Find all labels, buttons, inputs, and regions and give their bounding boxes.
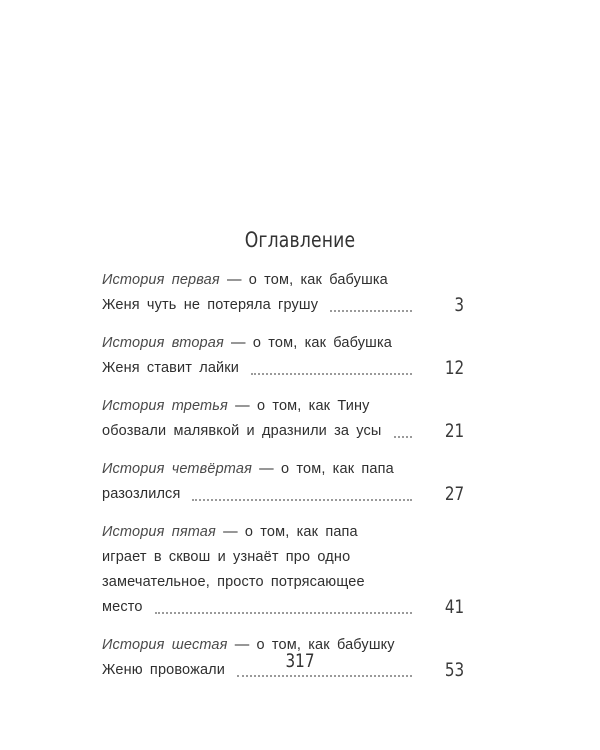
toc-entry-line	[102, 457, 464, 482]
toc-entry-line	[102, 482, 412, 507]
toc-entry-line: играет в сквош и узнаёт про одно	[102, 549, 351, 565]
page-ref: 21	[444, 420, 464, 442]
toc-entry-3	[102, 394, 464, 444]
page-number: 317	[285, 650, 315, 672]
story-description: — о том, как папа	[215, 524, 358, 540]
story-description-end: место	[102, 599, 143, 615]
story-description: — о том, как бабушку	[227, 637, 395, 653]
story-description-end: Женя ставит лайки	[102, 360, 240, 376]
toc-entry-line	[102, 356, 412, 381]
story-description-end: Женю провожали	[102, 662, 226, 678]
toc-entry-line	[102, 394, 464, 419]
dot-leader	[330, 310, 412, 312]
page-ref: 53	[444, 659, 464, 681]
toc-entry-line	[102, 268, 464, 293]
page-ref: 41	[444, 596, 464, 618]
page-ref: 27	[444, 483, 464, 505]
page-ref: 12	[444, 357, 464, 379]
story-description-end: Женя чуть не потеряла грушу	[102, 297, 319, 313]
story-description-end: разозлился	[102, 486, 181, 502]
toc-entry-line	[102, 331, 464, 356]
toc-heading: Оглавление	[244, 228, 356, 252]
toc-entry-2	[102, 331, 464, 381]
dot-leader	[394, 436, 412, 438]
story-title: История шестая	[102, 637, 228, 653]
toc-entry-1	[102, 268, 464, 318]
toc-entry-line	[102, 520, 464, 545]
story-title: История первая	[102, 272, 220, 288]
story-description: — о том, как бабушка	[223, 335, 392, 351]
dot-leader	[155, 612, 412, 614]
story-title: История третья	[102, 398, 228, 414]
story-title: История четвёртая	[102, 461, 252, 477]
toc-entry-4	[102, 457, 464, 507]
story-description: — о том, как папа	[251, 461, 394, 477]
toc-entry-line: замечательное, просто потрясающее	[102, 574, 365, 590]
story-description: — о том, как Тину	[227, 398, 370, 414]
toc-list	[102, 268, 464, 696]
dot-leader	[192, 499, 412, 501]
toc-entry-line	[102, 419, 412, 444]
page-ref: 3	[454, 294, 464, 316]
story-description: — о том, как бабушка	[219, 272, 388, 288]
story-title: История вторая	[102, 335, 224, 351]
toc-entry-line	[102, 293, 412, 318]
dot-leader	[237, 675, 412, 677]
toc-entry-5	[102, 520, 464, 620]
story-description-end: обозвали малявкой и дразнили за усы	[102, 423, 382, 439]
dot-leader	[251, 373, 412, 375]
story-title: История пятая	[102, 524, 216, 540]
toc-entry-line	[102, 595, 412, 620]
